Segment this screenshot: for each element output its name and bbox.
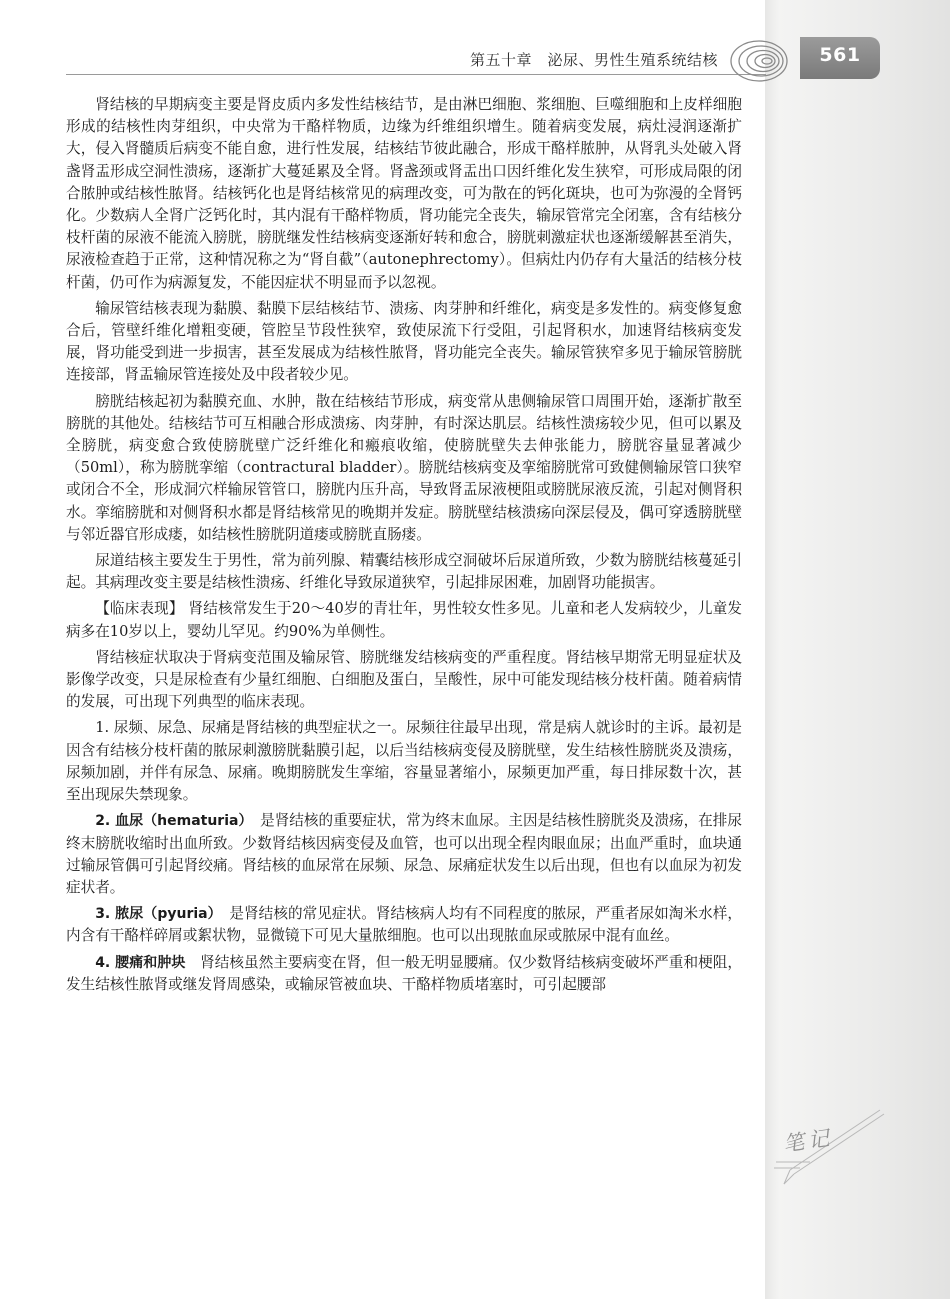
item-heading-pyuria: 3. 脓尿（pyuria） <box>95 906 215 923</box>
paragraph-ureter-tuberculosis: 输尿管结核表现为黏膜、黏膜下层结核结节、溃疡、肉芽肿和纤维化，病变是多发性的。病变修复愈合后，管壁纤维化增粗变硬，管腔呈节段性狭窄，致使尿流下行受阻，引起肾积水，加速肾结核病变发展，肾功能受到进一步损害，甚至发展成为结核性脓肾，肾功能完全丧失。输尿管狭窄多见于输尿管膀胱连接部，肾盂输尿管连接处及中段者较少见。 <box>66 299 742 384</box>
lumbar-pain-text: 肾结核虽然主要病变在肾，但一般无明显腰痛。仅少数肾结核病变破坏严重和梗阻，发生结核性脓肾或继发肾周感染，或输尿管被血块、干酪样物质堵塞时，可引起腰部 <box>66 953 742 993</box>
header-rule <box>66 74 766 75</box>
paragraph-bladder-tuberculosis: 膀胱结核起初为黏膜充血、水肿，散在结核结节形成，病变常从患侧输尿管口周围开始，逐渐扩散至膀胱的其他处。结核结节可互相融合形成溃疡、肉芽肿，有时深达肌层。结核性溃疡较少见，但可以累及全膀胱，病变愈合致使膀胱壁广泛纤维化和瘢痕收缩，使膀胱壁失去伸张能力，膀胱容量显著减少（50ml），称为膀胱挛缩（contractural bladder）。膀胱结核病变及挛缩膀胱常可致健侧输尿管口狭窄或闭合不全，形成洞穴样输尿管管口，膀胱内压升高，导致肾盂尿液梗阻或膀胱尿液反流，引起对侧肾积水。挛缩膀胱和对侧肾积水都是肾结核常见的晚期并发症。膀胱壁结核溃疡向深层侵及，偶可穿透膀胱壁与邻近器官形成瘘，如结核性膀胱阴道瘘或膀胱直肠瘘。 <box>66 392 742 543</box>
pyuria-text: 是肾结核的常见症状。肾结核病人均有不同程度的脓尿，严重者尿如淘米水样，内含有干酪样碎屑或絮状物，显微镜下可见大量脓细胞。也可以出现脓血尿或脓尿中混有血丝。 <box>66 905 742 945</box>
paragraph-pyuria <box>66 903 742 947</box>
notes-label: 笔记 <box>781 1125 835 1157</box>
paragraph-lumbar-pain <box>66 952 742 996</box>
paragraph-clinical-manifestations <box>66 598 742 642</box>
body-text <box>66 94 742 1000</box>
hematuria-text: 是肾结核的重要症状，常为终末血尿。主因是结核性膀胱炎及溃疡，在排尿终末膀胱收缩时出血所致。少数肾结核因病变侵及血管，也可以出现全程肉眼血尿；出血严重时，血块通过输尿管偶可引起肾绞痛。肾结核的血尿常在尿频、尿急、尿痛症状发生以后出现，但也有以血尿为初发症状者。 <box>66 812 742 896</box>
paragraph-renal-pathology: 肾结核的早期病变主要是肾皮质内多发性结核结节，是由淋巴细胞、浆细胞、巨噬细胞和上皮样细胞形成的结核性肉芽组织，中央常为干酪样物质，边缘为纤维组织增生。随着病变发展，病灶浸润逐渐扩大，侵入肾髓质后病变不能自愈，进行性发展，结核结节彼此融合，形成干酪样脓肿，从肾乳头处破入肾盏肾盂形成空洞性溃疡，逐渐扩大蔓延累及全肾。肾盏颈或肾盂出口因纤维化发生狭窄，可形成局限的闭合脓肿或结核性脓肾。结核钙化也是肾结核常见的病理改变，可为散在的钙化斑块，也可为弥漫的全肾钙化。少数病人全肾广泛钙化时，其内混有干酪样物质，肾功能完全丧失，输尿管常完全闭塞，含有结核分枝杆菌的尿液不能流入膀胱，膀胱继发性结核病变逐渐好转和愈合，膀胱刺激症状也逐渐缓解甚至消失，尿液检查趋于正常，这种情况称之为“肾自截”（autonephrectomy）。但病灶内仍存有大量活的结核分枝杆菌，仍可作为病源复发，不能因症状不明显而予以忽视。 <box>66 96 742 291</box>
page-number: 561 <box>819 44 861 66</box>
spiral-decoration-icon <box>728 36 790 86</box>
paragraph-symptom-overview: 肾结核症状取决于肾病变范围及输尿管、膀胱继发结核病变的严重程度。肾结核早期常无明显症状及影像学改变，只是尿检查有少量红细胞、白细胞及蛋白，呈酸性，尿中可能发现结核分枝杆菌。随着病情的发展，可出现下列典型的临床表现。 <box>66 648 742 711</box>
paragraph-frequency-urgency: 1. 尿频、尿急、尿痛是肾结核的典型症状之一。尿频往往最早出现，常是病人就诊时的主诉。最初是因含有结核分枝杆菌的脓尿刺激膀胱黏膜引起，以后当结核病变侵及膀胱壁，发生结核性膀胱炎及溃疡，尿频加剧，并伴有尿急、尿痛。晚期膀胱发生挛缩，容量显著缩小，尿频更加严重，每日排尿数十次，甚至出现尿失禁现象。 <box>66 719 742 804</box>
clinical-intro-text: 肾结核常发生于20～40岁的青壮年，男性较女性多见。儿童和老人发病较少，儿童发病多在10岁以上，婴幼儿罕见。约90%为单侧性。 <box>66 600 742 640</box>
paragraph-urethral-tuberculosis: 尿道结核主要发生于男性，常为前列腺、精囊结核形成空洞破坏后尿道所致，少数为膀胱结核蔓延引起。其病理改变主要是结核性溃疡、纤维化导致尿道狭窄，引起排尿困难，加剧肾功能损害。 <box>66 552 742 592</box>
item-heading-hematuria: 2. 血尿（hematuria） <box>95 813 246 830</box>
paragraph-hematuria <box>66 810 742 899</box>
item-heading-lumbar-pain: 4. 腰痛和肿块 <box>95 954 186 971</box>
running-head: 第五十章 泌尿、男性生殖系统结核 <box>470 51 719 69</box>
section-heading-clinical: 【临床表现】 <box>95 600 184 618</box>
